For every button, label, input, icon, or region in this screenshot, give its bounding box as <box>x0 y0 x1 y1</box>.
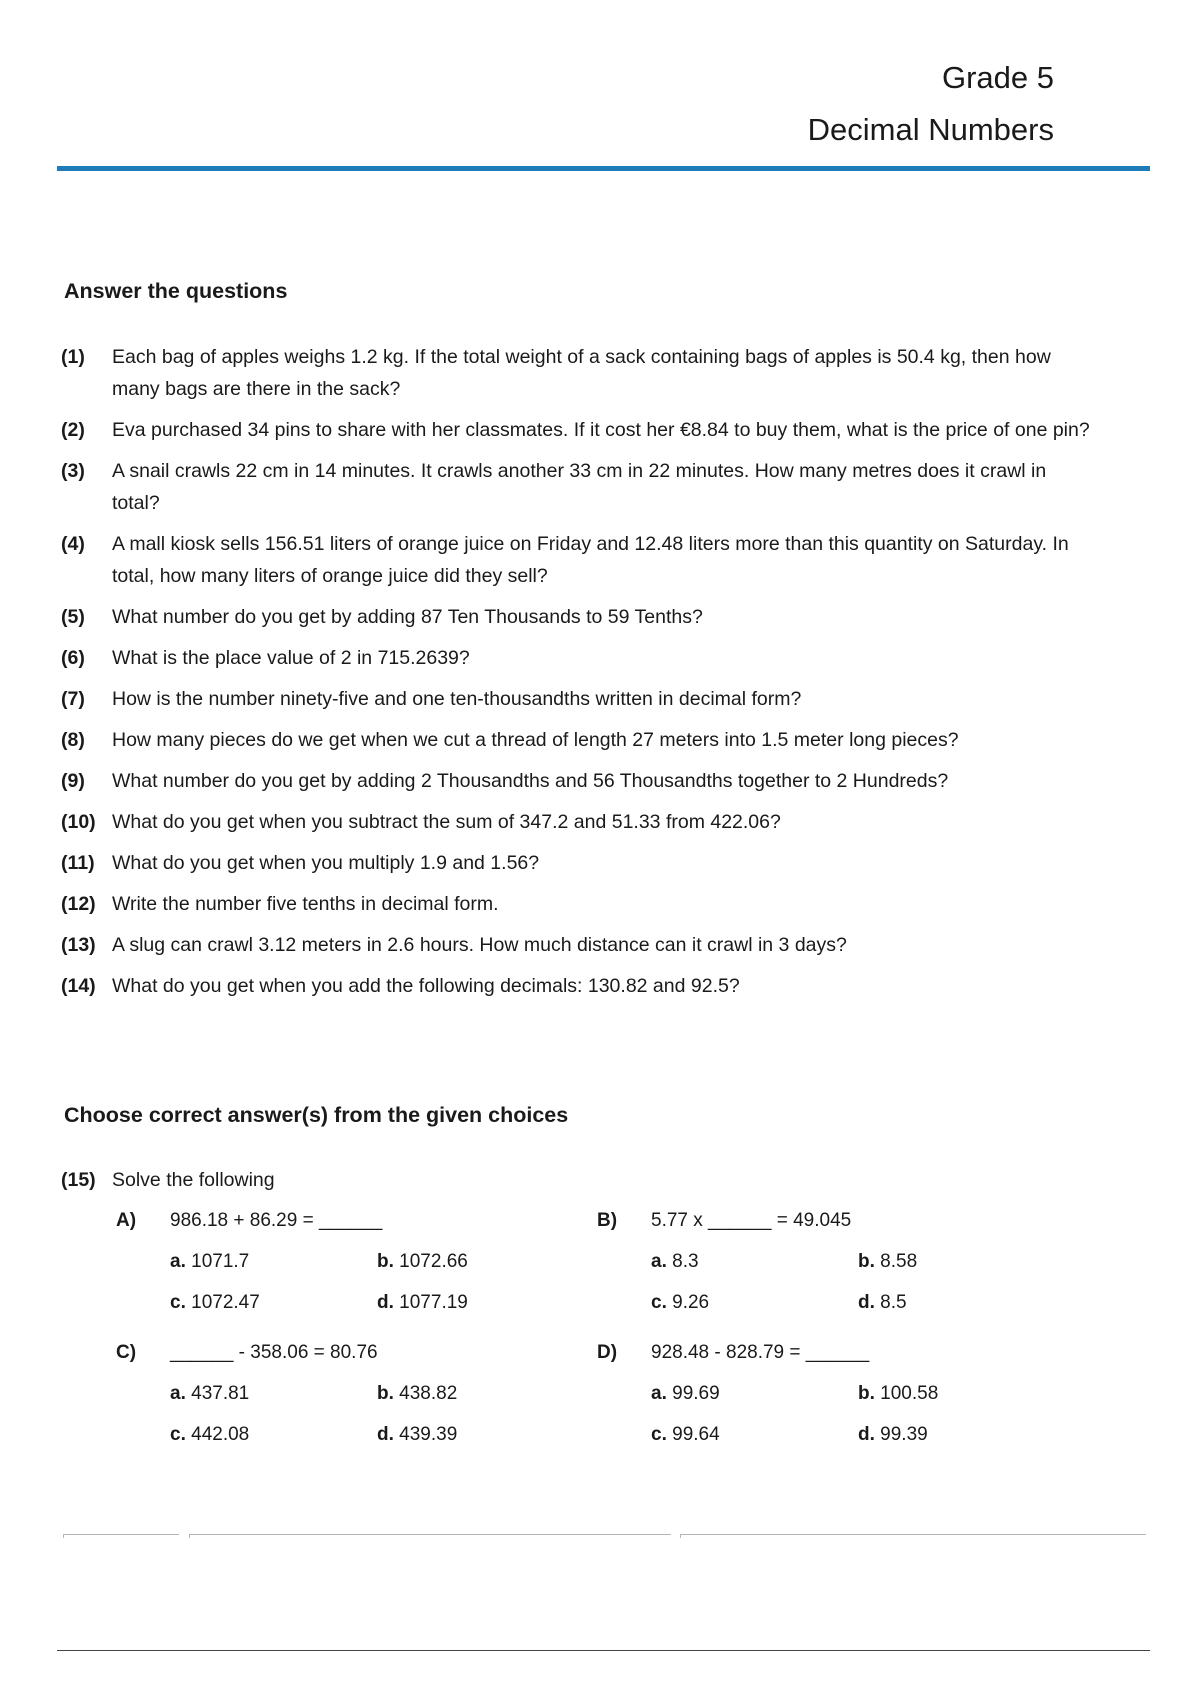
question-number: (11) <box>61 852 95 874</box>
question-item <box>61 683 1091 715</box>
question-item <box>61 970 1091 1002</box>
question-text: Eva purchased 34 pins to share with her classmates. If it cost her €8.84 to buy them, what is the price of one pin? <box>112 419 1090 441</box>
question-number: (15) <box>61 1169 96 1191</box>
question-text: What do you get when you subtract the sum of 347.2 and 51.33 from 422.06? <box>112 811 781 833</box>
answer-option-b[interactable]: b. 438.82 <box>377 1383 458 1404</box>
question-15 <box>61 1165 275 1195</box>
page-header <box>808 60 1054 148</box>
footer-box-right <box>680 1534 1146 1538</box>
question-text: What number do you get by adding 87 Ten Thousands to 59 Tenths? <box>112 606 703 628</box>
answer-option-b[interactable]: b. 8.58 <box>858 1251 918 1272</box>
question-item <box>61 847 1091 879</box>
question-text: A slug can crawl 3.12 meters in 2.6 hours. How much distance can it crawl in 3 days? <box>112 934 847 956</box>
part-letter: D) <box>597 1342 618 1363</box>
question-number: (1) <box>61 346 85 368</box>
question-item <box>61 724 1091 756</box>
question-item <box>61 929 1091 961</box>
mc-part-d <box>597 1338 1065 1450</box>
answer-option-a[interactable]: a. 99.69 <box>651 1383 720 1404</box>
question-text: A snail crawls 22 cm in 14 minutes. It crawls another 33 cm in 22 minutes. How many metres does it crawl in total? <box>112 460 1047 514</box>
question-item <box>61 806 1091 838</box>
header-divider <box>57 166 1150 171</box>
question-text: How many pieces do we get when we cut a thread of length 27 meters into 1.5 meter long pieces? <box>112 729 959 751</box>
question-text: What do you get when you multiply 1.9 and 1.56? <box>112 852 540 874</box>
answer-option-d[interactable]: d. 99.39 <box>858 1424 928 1445</box>
question-text: What do you get when you add the following decimals: 130.82 and 92.5? <box>112 975 740 997</box>
question-item <box>61 414 1091 446</box>
part-letter: B) <box>597 1210 618 1231</box>
question-item <box>61 601 1091 633</box>
answer-option-d[interactable]: d. 439.39 <box>377 1424 458 1445</box>
question-item <box>61 455 1091 519</box>
part-letter: C) <box>116 1342 137 1363</box>
footer-box-name <box>63 1534 179 1538</box>
part-problem: ______ - 358.06 = 80.76 <box>170 1342 378 1363</box>
question-text: What number do you get by adding 2 Thousandths and 56 Thousandths together to 2 Hundreds? <box>112 770 949 792</box>
answer-option-a[interactable]: a. 1071.7 <box>170 1251 250 1272</box>
answer-option-c[interactable]: c. 9.26 <box>651 1292 710 1313</box>
answer-option-b[interactable]: b. 100.58 <box>858 1383 939 1404</box>
question-text: Write the number five tenths in decimal form. <box>112 893 499 915</box>
answer-option-d[interactable]: d. 8.5 <box>858 1292 907 1313</box>
part-problem: 928.48 - 828.79 = ______ <box>651 1342 870 1363</box>
question-number: (13) <box>61 934 96 956</box>
topic-title: Decimal Numbers <box>807 112 1054 147</box>
question-number: (5) <box>61 606 85 628</box>
answer-option-a[interactable]: a. 8.3 <box>651 1251 699 1272</box>
question-number: (14) <box>61 975 96 997</box>
grade-label: Grade 5 <box>941 60 1054 95</box>
answer-option-a[interactable]: a. 437.81 <box>170 1383 250 1404</box>
question-text: Each bag of apples weighs 1.2 kg. If the total weight of a sack containing bags of apples is 50.4 kg, then how many bags are there in the sack? <box>112 346 1051 400</box>
answer-option-d[interactable]: d. 1077.19 <box>377 1292 468 1313</box>
question-text: A mall kiosk sells 156.51 liters of orange juice on Friday and 12.48 liters more than this quantity on Saturday. In total, how many liters of orange juice did they sell? <box>112 533 1069 587</box>
part-problem: 5.77 x ______ = 49.045 <box>651 1210 852 1231</box>
question-item <box>61 765 1091 797</box>
question-text: What is the place value of 2 in 715.2639? <box>112 647 470 669</box>
question-item <box>61 341 1091 405</box>
question-text: How is the number ninety-five and one ten-thousandths written in decimal form? <box>112 688 802 710</box>
question-number: (4) <box>61 533 85 555</box>
answer-option-c[interactable]: c. 99.64 <box>651 1424 720 1445</box>
answer-option-c[interactable]: c. 1072.47 <box>170 1292 260 1313</box>
question-item <box>61 528 1091 592</box>
section-heading-choose: Choose correct answer(s) from the given choices <box>64 1103 569 1127</box>
question-item <box>61 642 1091 674</box>
answer-option-c[interactable]: c. 442.08 <box>170 1424 250 1445</box>
mc-part-b <box>597 1206 1065 1318</box>
question-number: (2) <box>61 419 85 441</box>
footer-box-middle <box>189 1534 671 1538</box>
question-item <box>61 888 1091 920</box>
question-number: (6) <box>61 647 85 669</box>
mc-part-c <box>116 1338 584 1450</box>
answer-option-b[interactable]: b. 1072.66 <box>377 1251 468 1272</box>
section-heading-answer: Answer the questions <box>64 279 288 303</box>
question-number: (8) <box>61 729 85 751</box>
part-letter: A) <box>116 1210 137 1231</box>
question-number: (7) <box>61 688 85 710</box>
question-text: Solve the following <box>112 1169 275 1191</box>
question-list <box>61 341 1091 1011</box>
part-problem: 986.18 + 86.29 = ______ <box>170 1210 383 1231</box>
question-number: (9) <box>61 770 85 792</box>
question-number: (12) <box>61 893 96 915</box>
mc-part-a <box>116 1206 584 1318</box>
question-number: (10) <box>61 811 96 833</box>
question-number: (3) <box>61 460 85 482</box>
footer-divider <box>57 1650 1150 1651</box>
